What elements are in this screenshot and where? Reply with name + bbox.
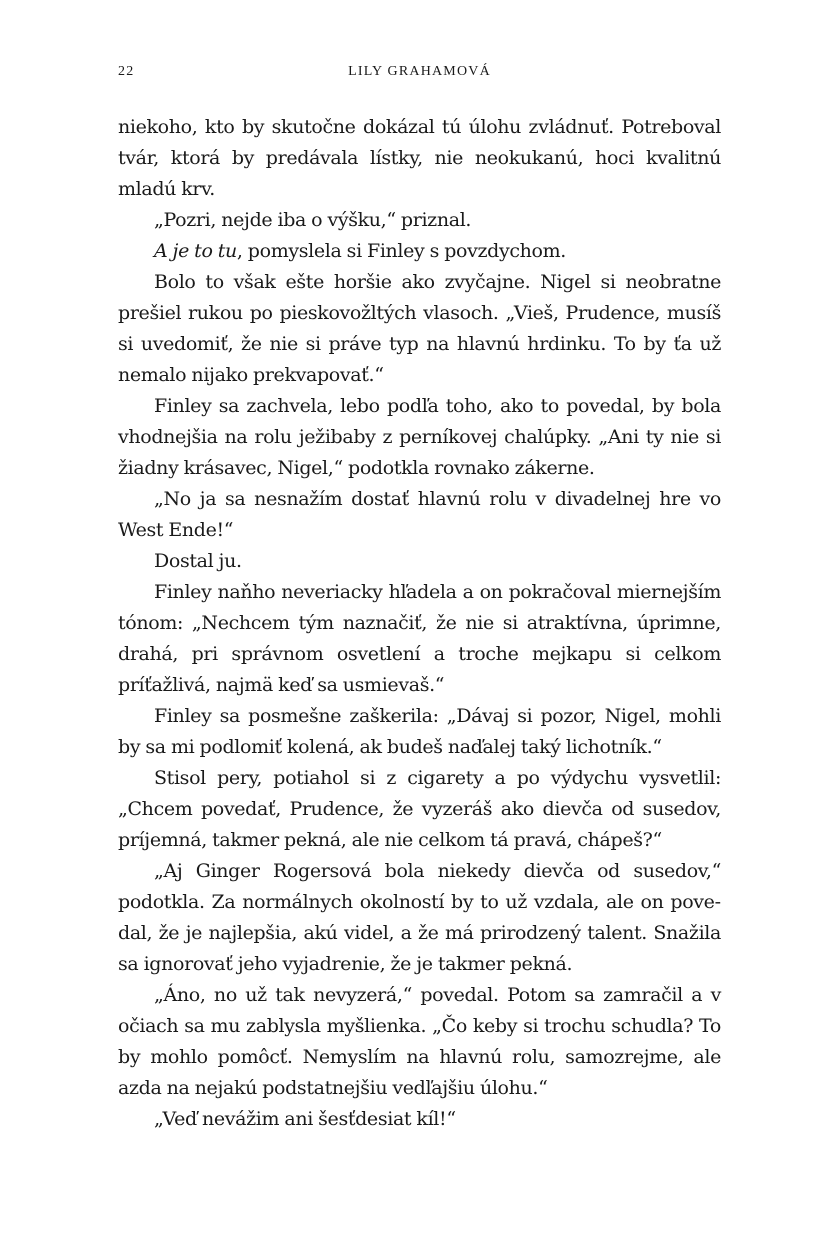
body-text	[118, 112, 721, 1135]
paragraph: Bolo to však ešte horšie ako zvyčajne. Nigel si neobratne prešiel rukou po pieskovožltých vlasoch. „Vieš, Prudence, musíš si uvedomiť, že nie si práve typ na hlavnú hrdinku. To by ťa už nemalo nijako prekvapovať.“	[118, 271, 721, 386]
paragraph: Finley naňho neveriacky hľadela a on pokračoval miernejším tónom: „Nechcem tým naznačiť, že nie si atraktívna, úprimne, drahá, pri správnom osvetlení a troche mejkapu si celkom príťažlivá, najmä keď sa usmievaš.“	[118, 581, 721, 696]
page-number: 22	[118, 64, 135, 79]
paragraph: Finley sa posmešne zaškerila: „Dávaj si pozor, Nigel, mohli by sa mi podlomiť kolená, ak budeš naďalej taký lichotník.“	[118, 705, 721, 758]
paragraph: „Veď nevážim ani šesťdesiat kíl!“	[154, 1108, 456, 1130]
paragraph: niekoho, kto by skutočne dokázal tú úlohu zvládnuť. Potreboval tvár, ktorá by predávala lístky, nie neokukanú, hoci kvalitnú mladú krv.	[118, 116, 721, 200]
paragraph: Finley sa zachvela, lebo podľa toho, ako to povedal, by bola vhodnejšia na rolu ježibaby z perníkovej chalúpky. „Ani ty nie si žiadny krásavec, Nigel,“ podotkla rovnako zákerne.	[118, 395, 721, 479]
paragraph	[118, 236, 721, 267]
running-header	[118, 64, 721, 84]
paragraph: „Pozri, nejde iba o výšku,“ priznal.	[154, 209, 472, 231]
running-title: LILY GRAHAMOVÁ	[348, 64, 491, 79]
paragraph: „No ja sa nesnažím dostať hlavnú rolu v divadelnej hre vo West Ende!“	[118, 488, 721, 541]
paragraph: „Áno, no už tak nevyzerá,“ povedal. Potom sa zamračil a v očiach sa mu zablysla myšlienka. „Čo keby si trochu schudla? To by mohlo pomôcť. Nemyslím na hlavnú rolu, samozrejme, ale azda na nejakú podstatnejšiu vedľajšiu úlohu.“	[118, 984, 721, 1099]
paragraph: „Aj Ginger Rogersová bola niekedy dievča od susedov,“ podotkla. Za normálnych okolností by to už vzdala, ale on povedal, že je najlepšia, akú videl, a že má prirodzený talent. Snažila sa ignorovať jeho vyjadrenie, že je takmer pekná.	[118, 860, 721, 975]
paragraph: Dostal ju.	[154, 550, 242, 572]
paragraph: Stisol pery, potiahol si z cigarety a po výdychu vysvetlil: „Chcem povedať, Prudence, že vyzeráš ako dievča od susedov, príjemná, takmer pekná, ale nie celkom tá pravá, chápeš?“	[118, 767, 721, 851]
paragraph-text: , pomyslela si Finley s povzdychom.	[236, 240, 566, 262]
italic-thought: A je to tu	[154, 240, 237, 262]
